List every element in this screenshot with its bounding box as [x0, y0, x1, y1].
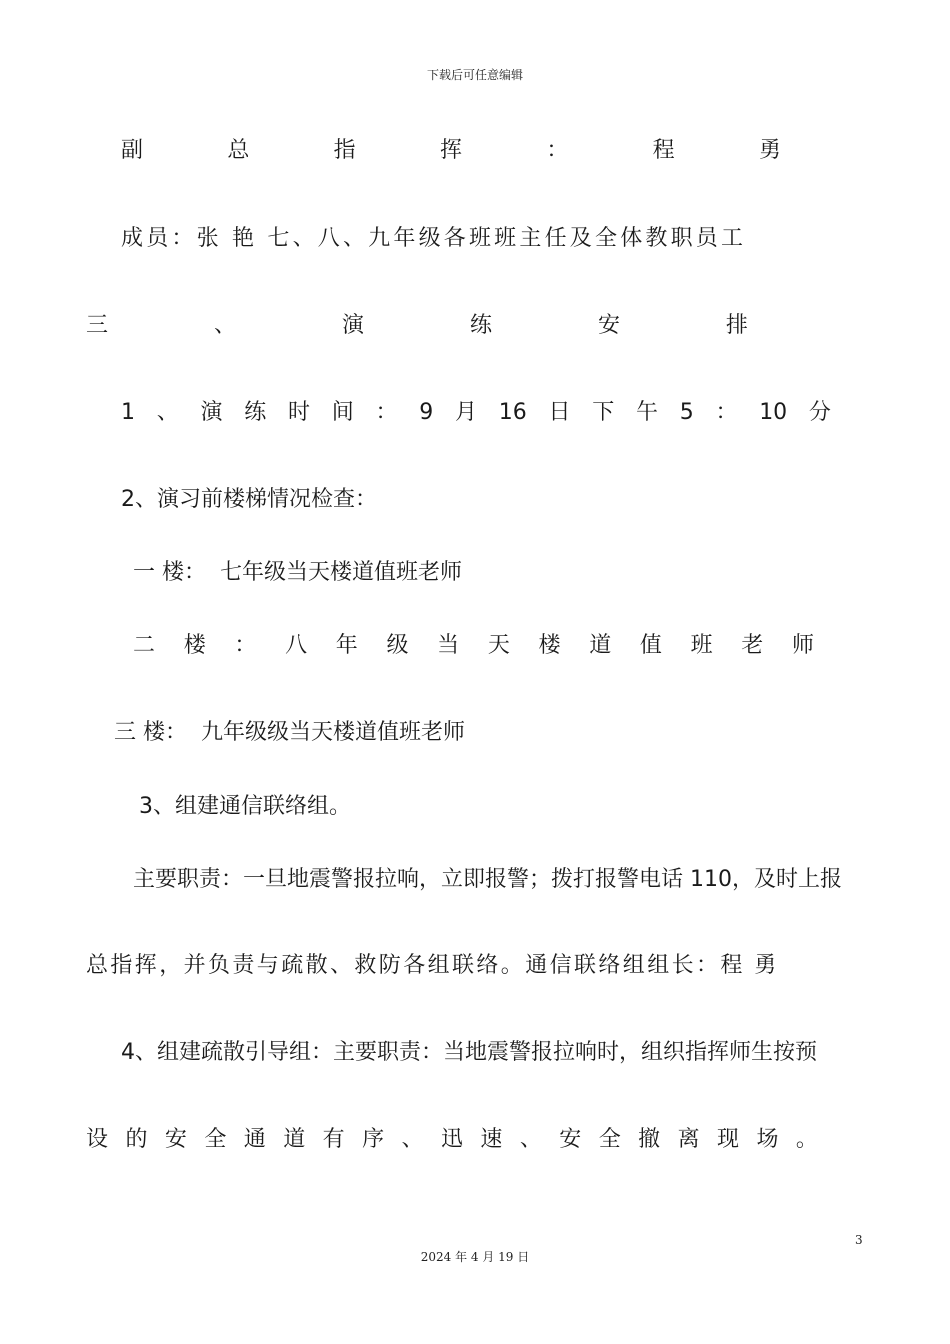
spread-char: 师 — [791, 633, 814, 658]
spread-char: 安 — [597, 313, 620, 338]
spread-char: ： — [546, 138, 569, 163]
comm-duty-continued-line: 总指挥，并负责与疏散、救防各组联络。通信联络组组长：程 勇 — [86, 953, 779, 978]
spread-char: 楼 — [538, 633, 561, 658]
spread-char: 二 — [133, 633, 156, 658]
spread-char: 勇 — [758, 138, 781, 163]
spread-char: 间 — [331, 400, 354, 425]
floor-2-line — [133, 631, 814, 661]
spread-char: 、 — [519, 1127, 542, 1152]
spread-char: 16 — [498, 400, 527, 425]
spread-char: 1 — [121, 400, 135, 425]
stair-check-line: 2、演习前楼梯情况检查： — [121, 487, 377, 512]
spread-char: 老 — [741, 633, 764, 658]
drill-time-line — [121, 398, 831, 428]
spread-char: 速 — [480, 1127, 503, 1152]
spread-char: 场 — [756, 1127, 779, 1152]
spread-char: 迅 — [440, 1127, 463, 1152]
evacuation-continued-line — [86, 1125, 818, 1155]
spread-char: 级 — [386, 633, 409, 658]
floor-1-line: 一 楼： 七年级当天楼道值班老师 — [133, 560, 462, 585]
spread-char: 三 — [86, 313, 109, 338]
floor-3-line: 三 楼： 九年级级当天楼道值班老师 — [114, 720, 465, 745]
spread-char: 排 — [725, 313, 748, 338]
spread-char: 离 — [677, 1127, 700, 1152]
spread-char: 程 — [652, 138, 675, 163]
page-number: 3 — [855, 1233, 863, 1247]
spread-char: 撤 — [638, 1127, 661, 1152]
spread-char: 值 — [639, 633, 662, 658]
spread-char: 、 — [213, 313, 236, 338]
spread-char: 总 — [227, 138, 250, 163]
spread-char: 练 — [244, 400, 267, 425]
spread-char: ： — [375, 400, 398, 425]
spread-char: 5 — [679, 400, 694, 425]
spread-char: 全 — [204, 1127, 227, 1152]
spread-char: 的 — [125, 1127, 148, 1152]
spread-char: 演 — [200, 400, 223, 425]
spread-char: 八 — [285, 633, 308, 658]
comm-group-line: 3、组建通信联络组。 — [139, 794, 351, 819]
spread-char: 下 — [592, 400, 615, 425]
comm-duty-line: 主要职责：一旦地震警报拉响，立即报警；拨打报警电话 110，及时上报 — [133, 867, 842, 892]
spread-char: 班 — [690, 633, 713, 658]
members-line: 成员：张 艳 七、八、九年级各班班主任及全体教职员工 — [121, 226, 747, 251]
spread-char: 设 — [86, 1127, 109, 1152]
spread-char: 通 — [243, 1127, 266, 1152]
evacuation-group-line: 4、组建疏散引导组：主要职责：当地震警报拉响时，组织指挥师生按预 — [121, 1040, 817, 1065]
spread-char: 月 — [454, 400, 477, 425]
spread-char: 午 — [635, 400, 658, 425]
spread-char: 副 — [121, 138, 144, 163]
spread-char: 道 — [283, 1127, 306, 1152]
spread-char: 道 — [589, 633, 612, 658]
spread-char: 当 — [437, 633, 460, 658]
section-3-heading — [86, 311, 748, 341]
spread-char: ： — [234, 633, 257, 658]
spread-char: 安 — [559, 1127, 582, 1152]
spread-char: 挥 — [439, 138, 462, 163]
spread-char: 、 — [156, 400, 179, 425]
deputy-commander-line — [121, 136, 781, 166]
page-header: 下载后可任意编辑 — [426, 68, 523, 82]
spread-char: 9 — [419, 400, 434, 425]
spread-char: ： — [715, 400, 738, 425]
spread-char: 日 — [548, 400, 571, 425]
spread-char: 序 — [362, 1127, 385, 1152]
spread-char: 全 — [598, 1127, 621, 1152]
spread-char: 、 — [401, 1127, 424, 1152]
spread-char: 现 — [717, 1127, 740, 1152]
spread-char: 。 — [795, 1127, 818, 1152]
spread-char: 时 — [287, 400, 310, 425]
page-footer-date: 2024 年 4 月 19 日 — [420, 1250, 530, 1264]
spread-char: 有 — [322, 1127, 345, 1152]
spread-char: 演 — [341, 313, 364, 338]
spread-char: 楼 — [183, 633, 206, 658]
spread-char: 10 — [759, 400, 788, 425]
spread-char: 分 — [808, 400, 831, 425]
spread-char: 安 — [164, 1127, 187, 1152]
spread-char: 年 — [335, 633, 358, 658]
spread-char: 天 — [487, 633, 510, 658]
spread-char: 指 — [333, 138, 356, 163]
spread-char: 练 — [469, 313, 492, 338]
